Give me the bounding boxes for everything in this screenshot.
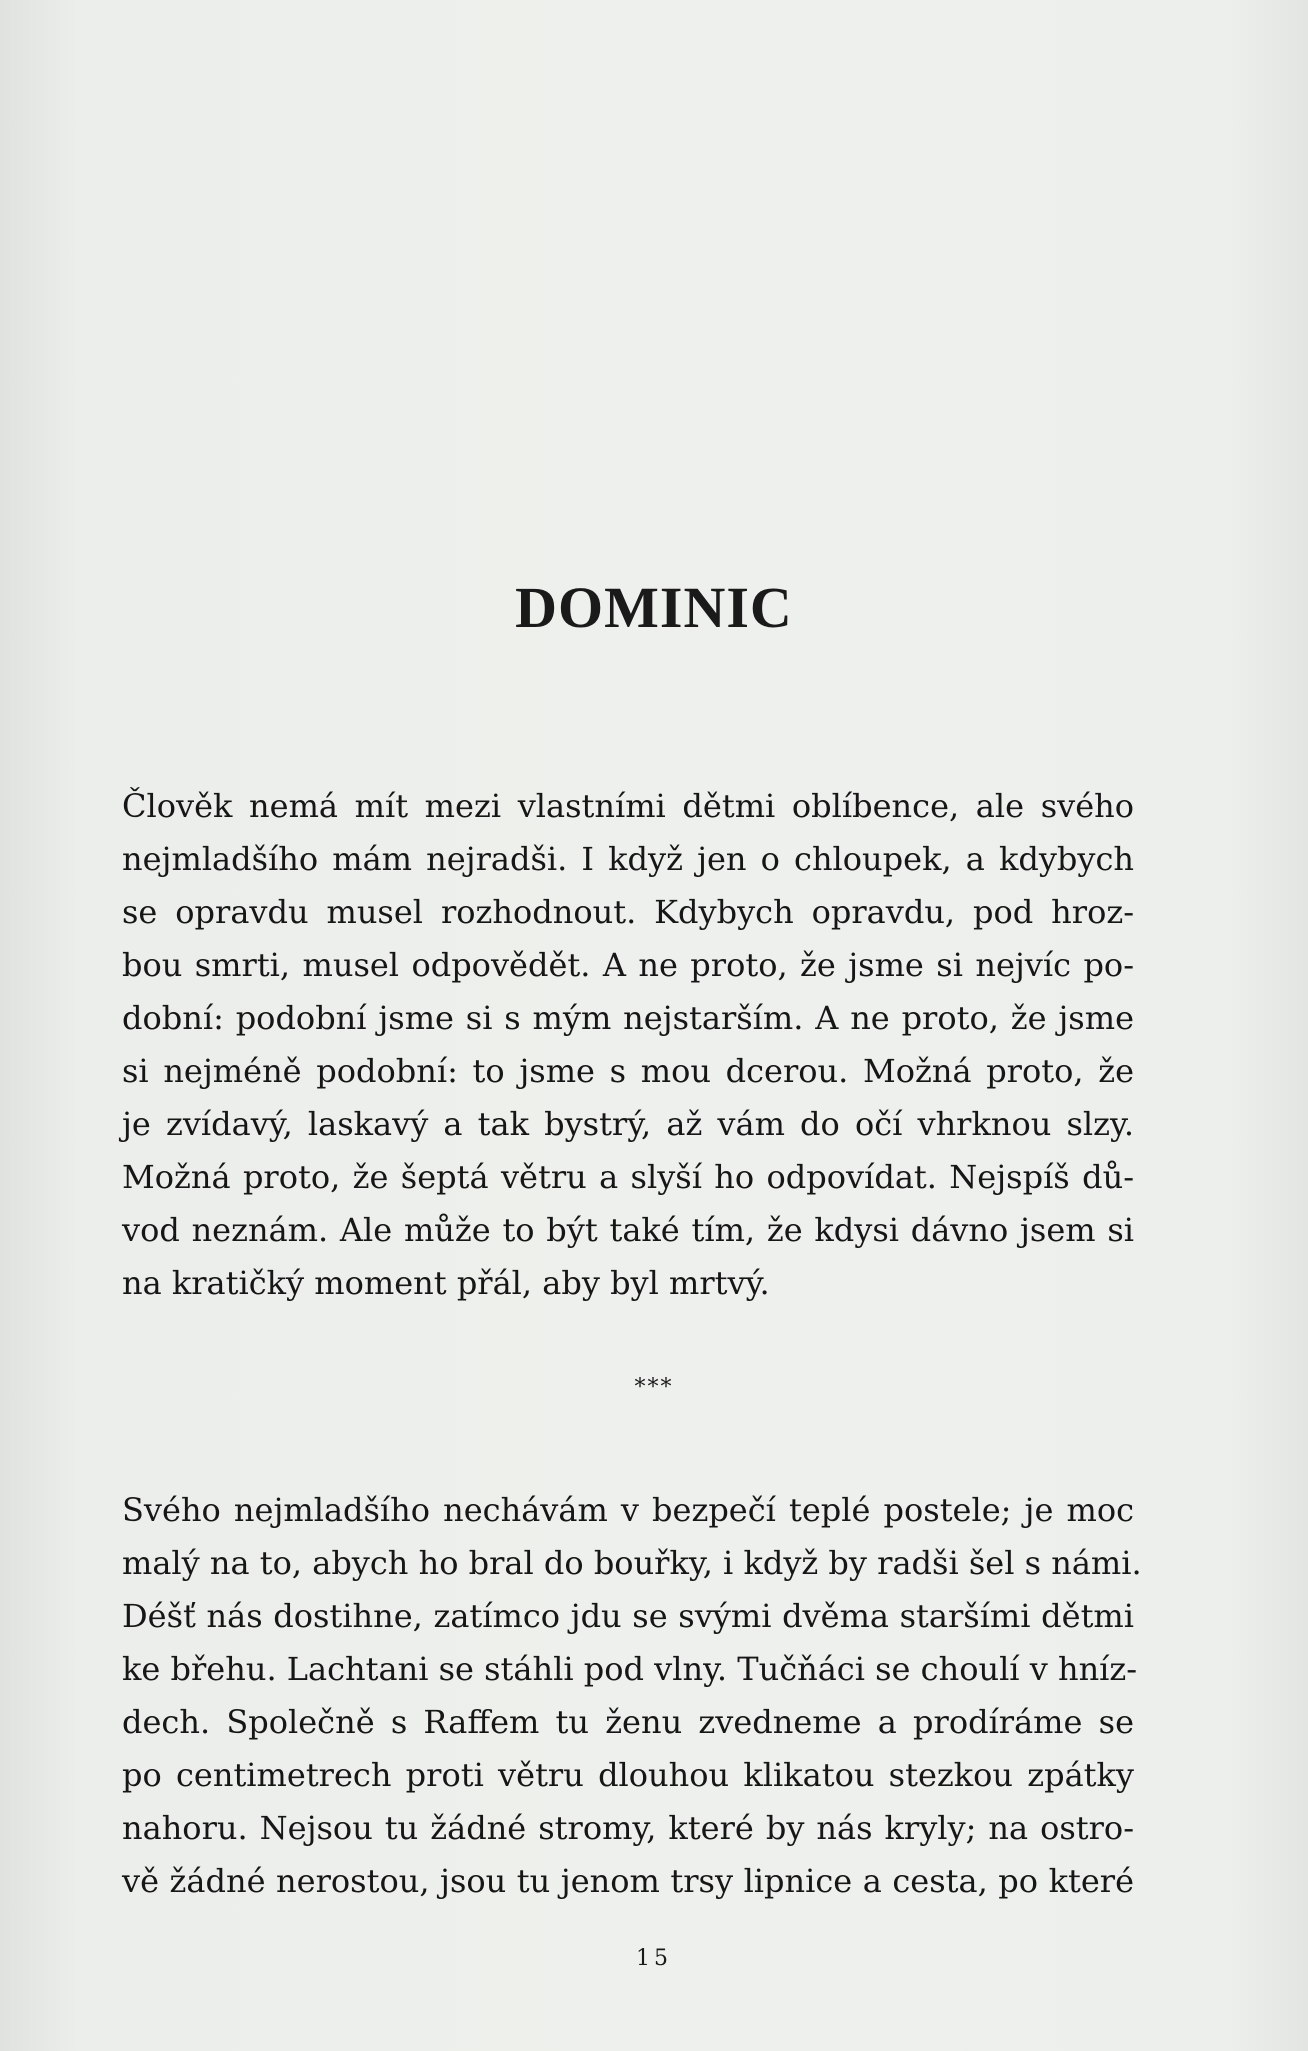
- text-line: si nejméně podobní: to jsme s mou dcerou. Možná proto, že: [122, 1052, 1134, 1090]
- text-line: malý na to, abych ho bral do bouřky, i když by radši šel s námi.: [122, 1544, 1142, 1582]
- text-line: po centimetrech proti větru dlouhou klikatou stezkou zpátky: [122, 1756, 1134, 1794]
- text-line: dech. Společně s Raffem tu ženu zvedneme a prodíráme se: [122, 1703, 1134, 1741]
- text-line: se opravdu musel rozhodnout. Kdybych opravdu, pod hroz-: [122, 893, 1134, 931]
- text-line: je zvídavý, laskavý a tak bystrý, až vám do očí vhrknou slzy.: [122, 1105, 1134, 1143]
- text-line: Déšť nás dostihne, zatímco jdu se svými dvěma staršími dětmi: [122, 1597, 1134, 1635]
- scene-break: ***: [634, 1375, 674, 1400]
- text-line: nahoru. Nejsou tu žádné stromy, které by nás kryly; na ostro-: [122, 1809, 1134, 1847]
- text-line: nejmladšího mám nejradši. I když jen o chloupek, a kdybych: [122, 840, 1134, 878]
- text-line: na kratičký moment přál, aby byl mrtvý.: [122, 1264, 770, 1302]
- text-line: Svého nejmladšího nechávám v bezpečí teplé postele; je moc: [122, 1491, 1134, 1529]
- text-line: Člověk nemá mít mezi vlastními dětmi oblíbence, ale svého: [122, 787, 1134, 825]
- text-line: dobní: podobní jsme si s mým nejstarším. A ne proto, že jsme: [122, 999, 1134, 1037]
- text-line: ke břehu. Lachtani se stáhli pod vlny. Tučňáci se choulí v hníz-: [122, 1650, 1138, 1688]
- paragraph-2: [122, 1484, 1142, 1908]
- text-line: Možná proto, že šeptá větru a slyší ho odpovídat. Nejspíš dů-: [122, 1158, 1134, 1196]
- text-line: vě žádné nerostou, jsou tu jenom trsy lipnice a cesta, po které: [122, 1862, 1134, 1900]
- text-line: vod neznám. Ale může to být také tím, že kdysi dávno jsem si: [122, 1211, 1134, 1249]
- chapter-title: DOMINIC: [515, 574, 793, 640]
- page-number: 15: [636, 1946, 672, 1971]
- paragraph-1: [122, 780, 1134, 1310]
- text-line: bou smrti, musel odpovědět. A ne proto, že jsme si nejvíc po-: [122, 946, 1134, 984]
